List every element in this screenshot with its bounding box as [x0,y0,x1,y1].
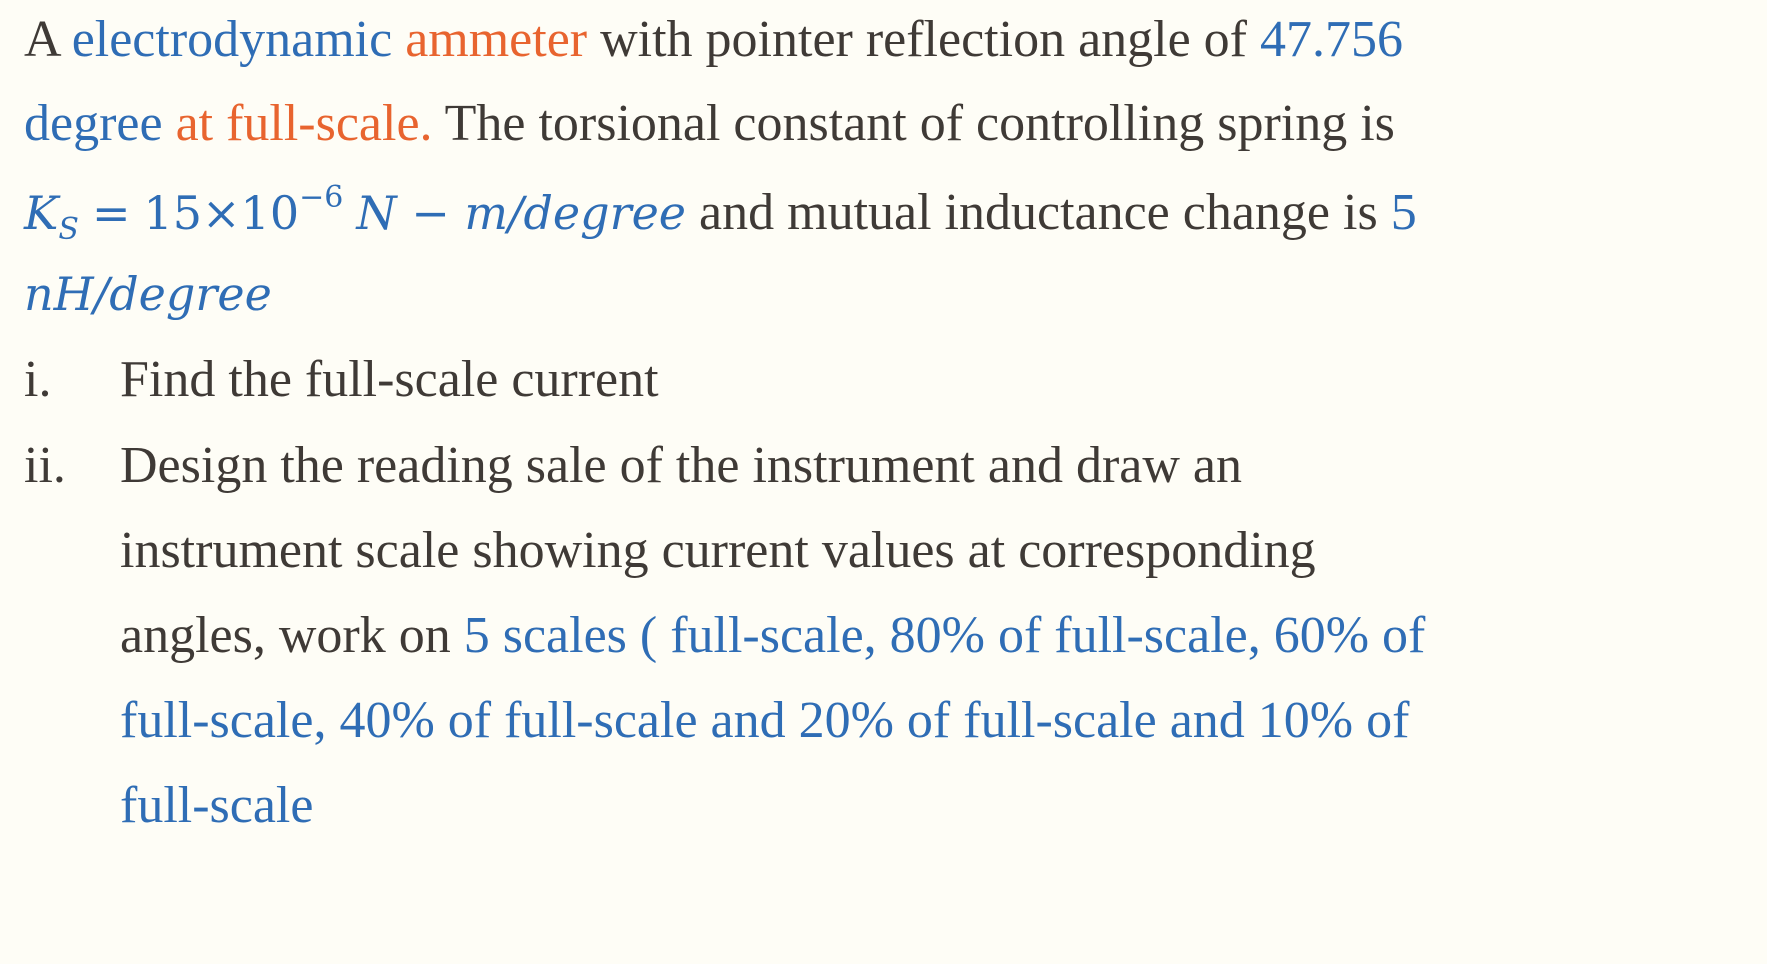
statement-line-3 [24,180,1417,247]
spring-constant-symbol [24,186,79,247]
inductance-lead-text: and mutual inductance change is [699,184,1378,241]
angle-unit-text: degree [24,95,163,152]
spring-constant-subscript: S [58,212,79,247]
task-2-line-4: full-scale, 40% of full-scale and 20% of full-scale and 10% of [120,692,1410,749]
equals-sign: = [91,186,131,240]
torsional-lead-text: The torsional constant of controlling spring is [444,95,1395,152]
article-text: A [24,11,59,68]
task-2-line-2: instrument scale showing current values at corresponding [120,522,1316,579]
full-scale-text: at full-scale. [175,95,433,152]
task-1-line-1: Find the full-scale current [120,351,659,408]
spring-constant-exponent: −6 [299,180,344,215]
task-2-line-5: full-scale [120,777,314,834]
task-2-scales-list: 5 scales ( full-scale, 80% of full-scale, 60% of [463,607,1426,664]
statement-line-2 [24,95,1395,152]
task-marker-2: ii. [24,437,66,494]
task-2-line-3 [120,607,1426,664]
task-marker-1: i. [24,351,52,408]
instrument-type-text: electrodynamic [71,11,393,68]
task-2-line-3-lead: angles, work on [120,607,451,664]
instrument-name-text: ammeter [405,11,588,68]
full-scale-angle-value: 47.756 [1260,11,1403,68]
spring-constant-unit: N − m/degree [356,186,687,240]
spring-constant-letter: K [24,186,59,240]
task-2-line-1: Design the reading sale of the instrument and draw an [120,437,1242,494]
inductance-change-value: 5 [1390,184,1417,241]
spring-constant-value [143,180,344,240]
statement-line-1 [24,11,1403,68]
inductance-change-unit: nH/degree [24,267,272,321]
statement-line-4 [24,268,272,320]
angle-lead-text: with pointer reflection angle of [600,11,1247,68]
spring-constant-mantissa: 15×10 [143,186,300,240]
